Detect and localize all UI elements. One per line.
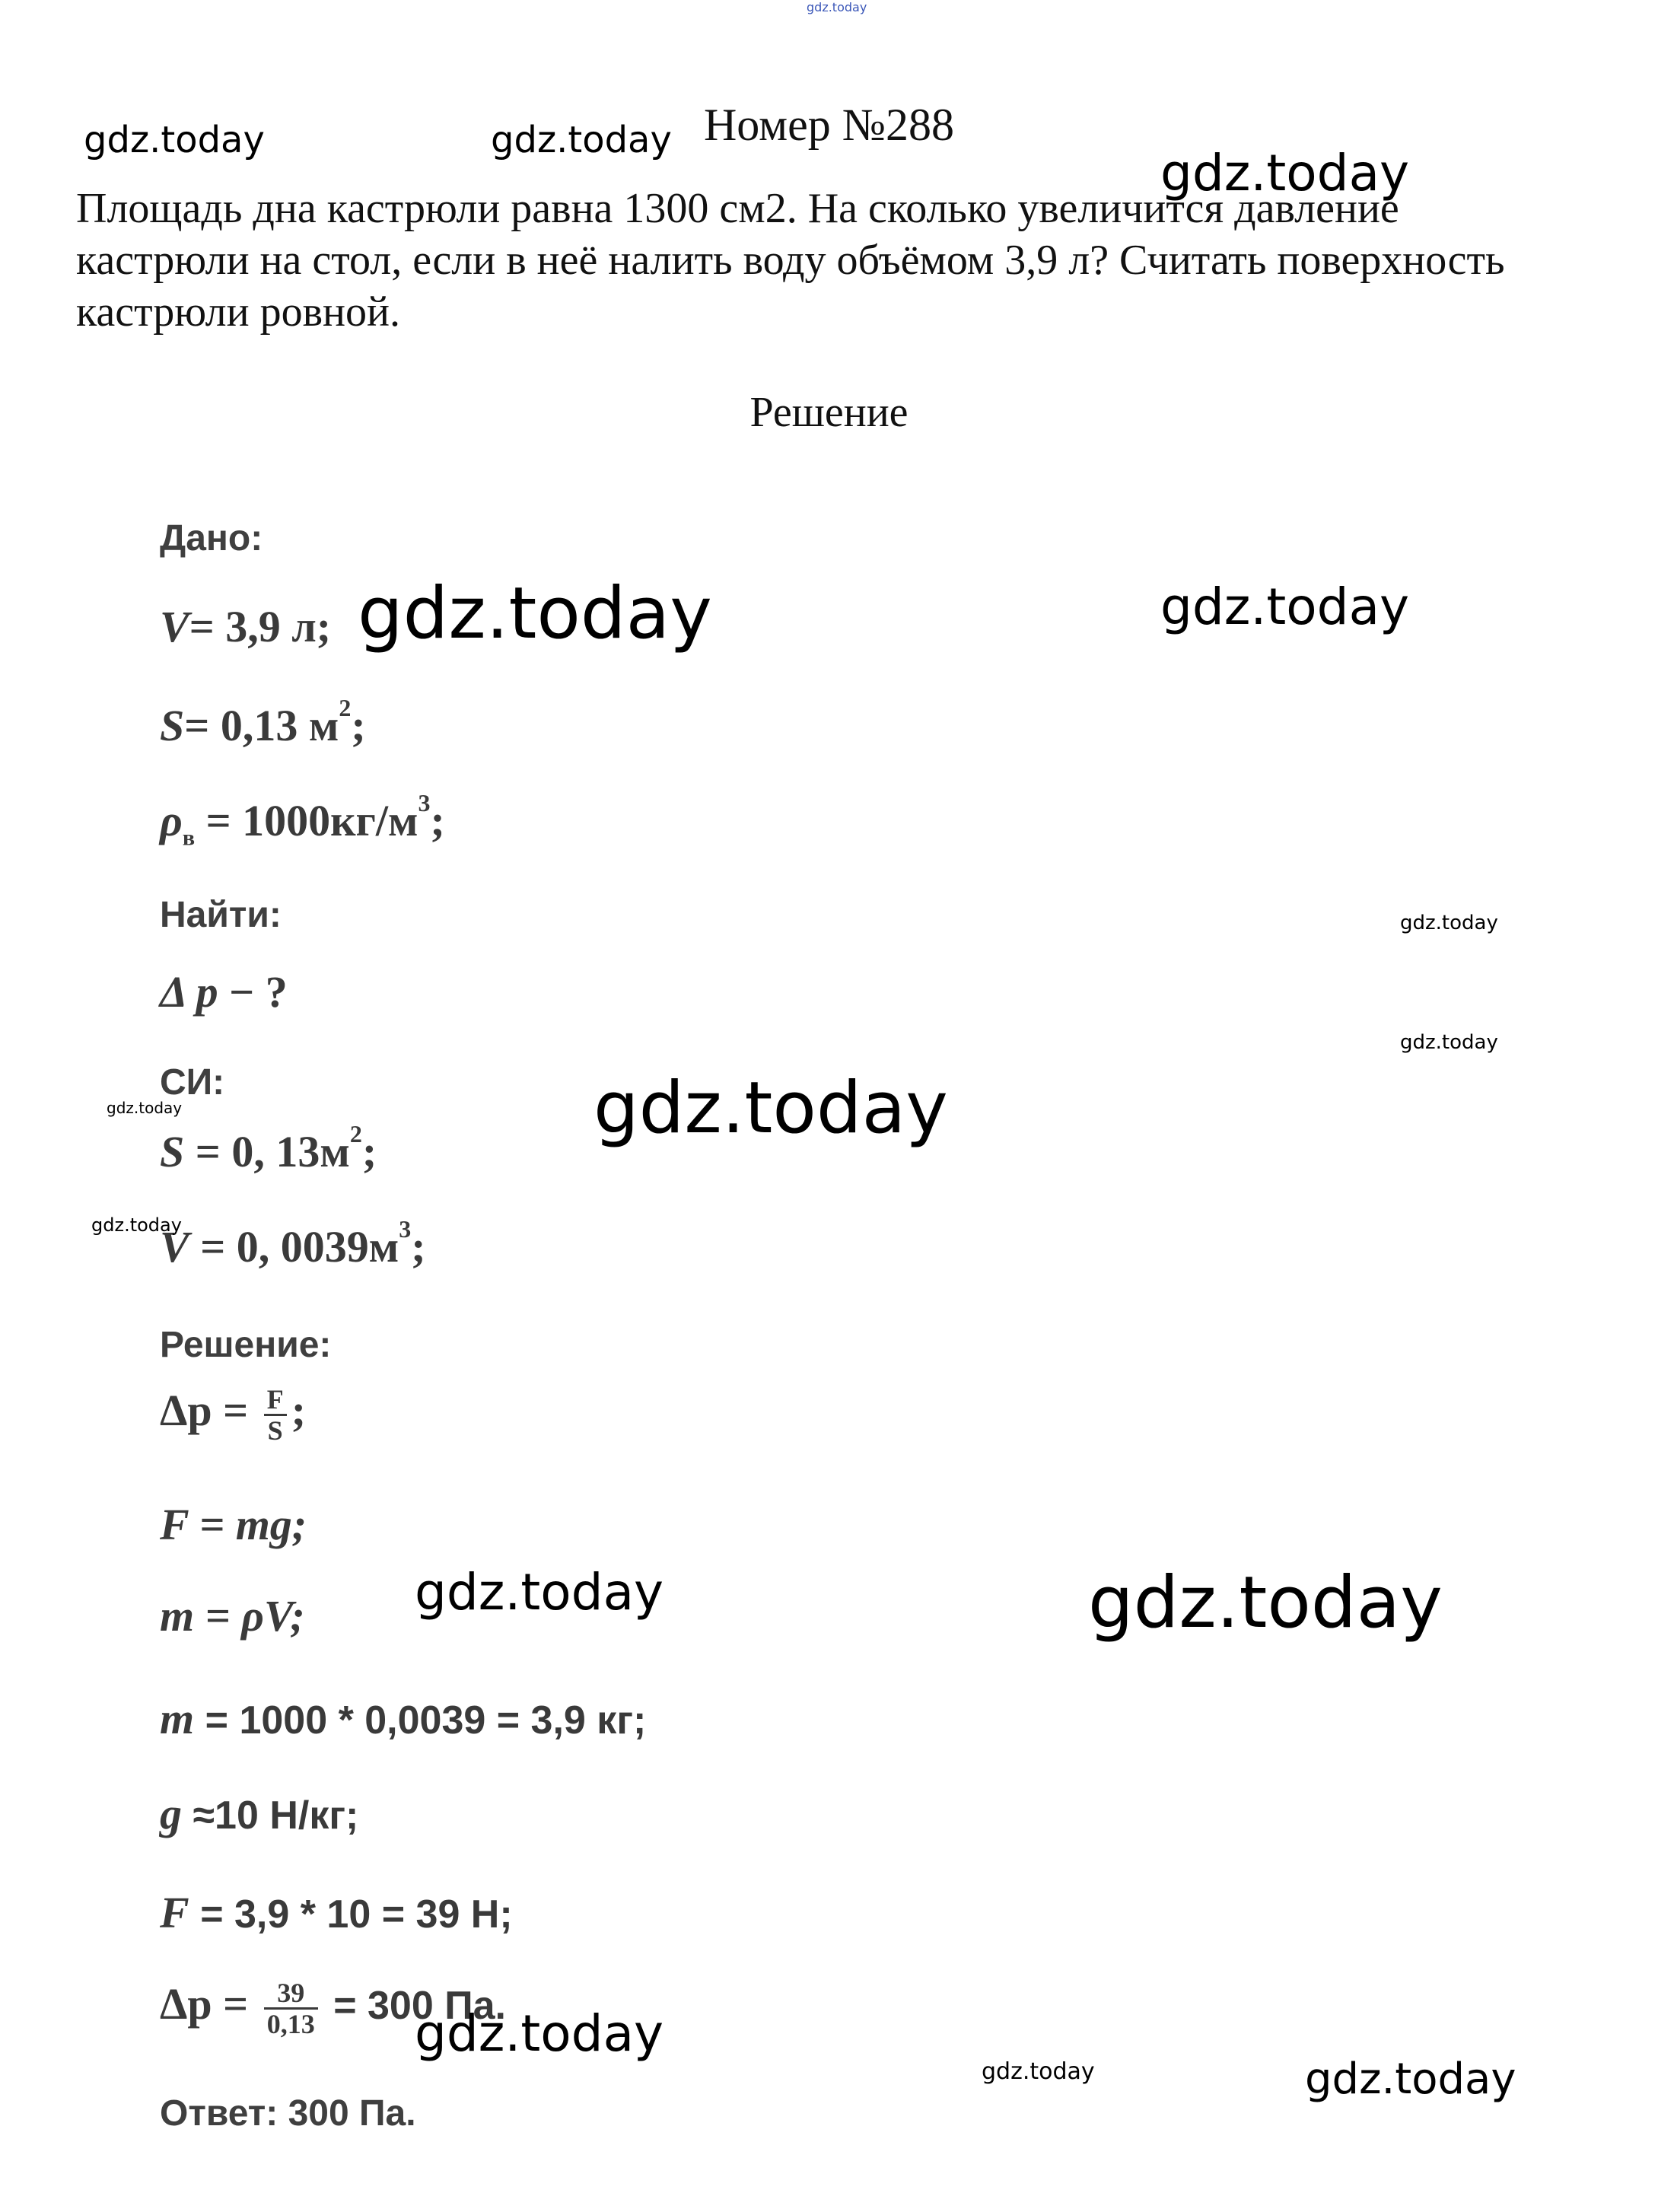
watermark: gdz.today — [1160, 578, 1410, 636]
watermark: gdz.today — [107, 1099, 183, 1117]
find-rest: − ? — [229, 967, 288, 1017]
si-volume-value: = 0, 0039м — [200, 1222, 399, 1272]
si-area-exponent: 2 — [349, 1120, 362, 1147]
given-volume-value: = 3,9 л; — [189, 602, 332, 651]
si-area — [160, 1120, 377, 1177]
force-formula-text: F = mg; — [160, 1500, 307, 1549]
watermark: gdz.today — [491, 119, 672, 161]
pressure-calc-var: Δp — [160, 1979, 212, 2029]
force-calc-value: = 3,9 * 10 = 39 Н; — [200, 1892, 513, 1937]
given-density-var: ρ — [160, 796, 183, 845]
fraction-denominator: 0,13 — [266, 2009, 315, 2040]
si-label: СИ: — [160, 1062, 225, 1103]
find-var: Δ p — [160, 967, 218, 1017]
problem-text: Площадь дна кастрюли равна 1300 см2. На сколько увеличится давление кастрюли на стол, если в неё налить воду объёмом 3,9 л? Считать поверхность кастрюли ровной. — [76, 185, 1505, 336]
mass-calculation — [160, 1693, 646, 1744]
watermark: gdz.today — [358, 572, 712, 655]
watermark: gdz.today — [84, 119, 265, 161]
mass-calc-value: = 1000 * 0,0039 = 3,9 кг; — [205, 1698, 647, 1743]
si-volume — [160, 1215, 426, 1272]
given-density-sub: в — [182, 825, 196, 851]
answer: Ответ: 300 Па. — [160, 2093, 416, 2134]
si-area-var: S — [160, 1127, 185, 1176]
given-density-exponent: 3 — [418, 789, 431, 816]
given-area-exponent: 2 — [339, 694, 352, 721]
pressure-formula-end: ; — [291, 1386, 307, 1435]
given-volume — [160, 601, 331, 652]
si-volume-exponent: 3 — [399, 1215, 412, 1243]
find-label: Найти: — [160, 895, 282, 935]
given-density-value: = 1000кг/м — [205, 796, 418, 845]
watermark: gdz.today — [807, 0, 867, 14]
watermark: gdz.today — [1088, 1561, 1443, 1644]
given-volume-var: V — [160, 602, 189, 651]
watermark: gdz.today — [594, 1067, 948, 1150]
watermark: gdz.today — [1400, 912, 1498, 934]
si-area-end: ; — [361, 1127, 377, 1176]
fraction-numerator: F — [264, 1385, 287, 1416]
pressure-formula — [160, 1385, 306, 1445]
pressure-formula-fraction — [264, 1385, 287, 1445]
given-area-var: S — [160, 701, 185, 750]
given-area-end: ; — [351, 701, 366, 750]
mass-formula — [160, 1590, 305, 1641]
force-calculation — [160, 1887, 513, 1938]
mass-formula-text: m = ρV; — [160, 1591, 305, 1641]
pressure-calc-fraction — [264, 1978, 318, 2039]
force-formula — [160, 1499, 307, 1550]
pressure-formula-eq: = — [223, 1386, 249, 1435]
pressure-calc-result: = 300 Па. — [333, 1984, 506, 2028]
mass-calc-var: m — [160, 1694, 195, 1743]
gravity-val: ≈10 Н/кг; — [193, 1793, 359, 1838]
solution-heading: Решение — [749, 389, 909, 436]
given-area-value: = 0,13 м — [184, 701, 339, 750]
watermark: gdz.today — [91, 1214, 182, 1236]
given-density-end: ; — [430, 796, 445, 845]
watermark: gdz.today — [1160, 144, 1410, 202]
fraction-numerator: 39 — [264, 1978, 318, 2010]
si-volume-var: V — [160, 1222, 189, 1272]
force-calc-var: F — [160, 1888, 189, 1937]
given-label: Дано: — [160, 518, 263, 559]
fraction-denominator: S — [267, 1415, 283, 1447]
given-density — [160, 789, 445, 851]
gravity-value — [160, 1788, 358, 1839]
watermark: gdz.today — [415, 2004, 664, 2063]
gravity-var: g — [160, 1789, 182, 1838]
si-area-value: = 0, 13м — [195, 1127, 350, 1176]
si-volume-end: ; — [411, 1222, 426, 1272]
watermark: gdz.today — [415, 1563, 664, 1622]
page-title: Номер №288 — [703, 100, 955, 150]
pressure-formula-var: Δp — [160, 1386, 212, 1435]
watermark: gdz.today — [1400, 1031, 1498, 1054]
watermark: gdz.today — [982, 2058, 1095, 2085]
find-line — [160, 966, 288, 1017]
given-area — [160, 694, 366, 751]
pressure-calc-eq: = — [223, 1979, 249, 2029]
watermark: gdz.today — [1305, 2054, 1516, 2104]
solution-label: Решение: — [160, 1325, 332, 1365]
